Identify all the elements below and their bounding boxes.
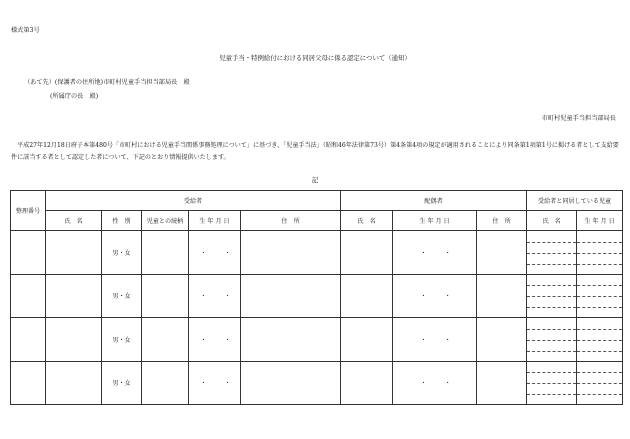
child-name-header: 氏 名 — [527, 211, 577, 231]
spouse-name-cell[interactable] — [341, 318, 393, 362]
child-birth-cell[interactable] — [577, 318, 623, 362]
recipient-sex-cell: 男・女 — [102, 274, 142, 318]
recipient-relation-cell[interactable] — [142, 231, 189, 275]
document-title: 児童手当・特例給付における同居父母に係る認定について（通知） — [219, 54, 411, 62]
form-number: 様式第3号 — [11, 27, 40, 34]
spouse-birth-cell: ・ ・ — [393, 274, 477, 318]
child-subline — [527, 253, 576, 254]
recipient-address-cell[interactable] — [241, 318, 341, 362]
spouse-birth-header: 生 年 月 日 — [393, 211, 477, 231]
child-subline — [577, 264, 622, 265]
ki-mark: 記 — [311, 176, 319, 184]
child-subline — [527, 296, 576, 297]
info-table — [10, 190, 623, 405]
recipient-name-header: 氏 名 — [46, 211, 102, 231]
child-subline — [577, 394, 622, 395]
spouse-address-cell[interactable] — [477, 274, 527, 318]
child-subline — [527, 340, 576, 341]
child-name-cell[interactable] — [527, 318, 577, 362]
child-subline — [577, 242, 622, 243]
table-row — [11, 274, 623, 318]
child-name-cell[interactable] — [527, 231, 577, 275]
recipient-name-cell[interactable] — [46, 361, 102, 405]
recipient-sex-header: 性 別 — [102, 211, 142, 231]
recipient-birth-cell: ・ ・ — [189, 231, 241, 275]
recipient-address-header: 住 所 — [241, 211, 341, 231]
child-birth-cell[interactable] — [577, 231, 623, 275]
child-subline — [527, 351, 576, 352]
table-row — [11, 231, 623, 275]
recipient-birth-cell: ・ ・ — [189, 318, 241, 362]
group-children: 受給者と同居している児童 — [527, 191, 623, 211]
spouse-name-cell[interactable] — [341, 274, 393, 318]
addressee-line: （あて先）(保護者の住所地)市町村児童手当担当部局長 殿 — [24, 79, 190, 86]
recipient-name-cell[interactable] — [46, 318, 102, 362]
spouse-name-header: 氏 名 — [341, 211, 393, 231]
group-recipient: 受給者 — [46, 191, 341, 211]
spouse-birth-cell: ・ ・ — [393, 361, 477, 405]
recipient-relation-header: 児童との続柄 — [142, 211, 189, 231]
spouse-birth-cell: ・ ・ — [393, 318, 477, 362]
child-subline — [527, 329, 576, 330]
child-name-cell[interactable] — [527, 274, 577, 318]
child-subline — [527, 242, 576, 243]
recipient-relation-cell[interactable] — [142, 361, 189, 405]
spouse-name-cell[interactable] — [341, 231, 393, 275]
recipient-sex-cell: 男・女 — [102, 361, 142, 405]
child-subline — [577, 329, 622, 330]
child-birth-cell[interactable] — [577, 361, 623, 405]
spouse-address-cell[interactable] — [477, 361, 527, 405]
child-subline — [527, 285, 576, 286]
child-subline — [527, 307, 576, 308]
affiliate-line: (所属庁の長 殿) — [50, 93, 99, 100]
seiri-bango-cell[interactable] — [11, 231, 46, 275]
recipient-sex-cell: 男・女 — [102, 231, 142, 275]
col-seiri-bango: 整理番号 — [11, 191, 46, 231]
recipient-birth-header: 生 年 月 日 — [189, 211, 241, 231]
child-subline — [577, 296, 622, 297]
recipient-sex-cell: 男・女 — [102, 318, 142, 362]
child-subline — [577, 307, 622, 308]
child-subline — [527, 394, 576, 395]
child-subline — [527, 372, 576, 373]
child-subline — [527, 383, 576, 384]
spouse-address-cell[interactable] — [477, 318, 527, 362]
child-subline — [577, 351, 622, 352]
body-text: 平成27年12月18日府子本第480号「市町村における児童手当関係事務処理について」に基づき、「児童手当法」（昭和46年法律第73号）第4条第4項の規定が適用されることにより同条第1項第1号に掲げる者として支給要件に該当する者として認定した者について、下記のとおり情報提供いたします。 — [11, 142, 619, 161]
table-row — [11, 318, 623, 362]
recipient-address-cell[interactable] — [241, 274, 341, 318]
header-row-group — [11, 191, 623, 211]
child-birth-cell[interactable] — [577, 274, 623, 318]
table-row — [11, 361, 623, 405]
recipient-name-cell[interactable] — [46, 274, 102, 318]
child-name-cell[interactable] — [527, 361, 577, 405]
sender: 市町村児童手当担当部局長 — [541, 115, 616, 122]
group-spouse: 配偶者 — [341, 191, 527, 211]
child-subline — [577, 383, 622, 384]
seiri-bango-cell[interactable] — [11, 274, 46, 318]
recipient-relation-cell[interactable] — [142, 318, 189, 362]
spouse-address-cell[interactable] — [477, 231, 527, 275]
header-row-sub — [11, 211, 623, 231]
recipient-relation-cell[interactable] — [142, 274, 189, 318]
recipient-address-cell[interactable] — [241, 361, 341, 405]
recipient-address-cell[interactable] — [241, 231, 341, 275]
child-subline — [527, 264, 576, 265]
recipient-name-cell[interactable] — [46, 231, 102, 275]
seiri-bango-cell[interactable] — [11, 361, 46, 405]
recipient-birth-cell: ・ ・ — [189, 361, 241, 405]
seiri-bango-cell[interactable] — [11, 318, 46, 362]
child-subline — [577, 253, 622, 254]
child-birth-header: 生 年 月 日 — [577, 211, 623, 231]
spouse-name-cell[interactable] — [341, 361, 393, 405]
child-subline — [577, 372, 622, 373]
child-subline — [577, 340, 622, 341]
spouse-address-header: 住 所 — [477, 211, 527, 231]
recipient-birth-cell: ・ ・ — [189, 274, 241, 318]
spouse-birth-cell: ・ ・ — [393, 231, 477, 275]
child-subline — [577, 285, 622, 286]
